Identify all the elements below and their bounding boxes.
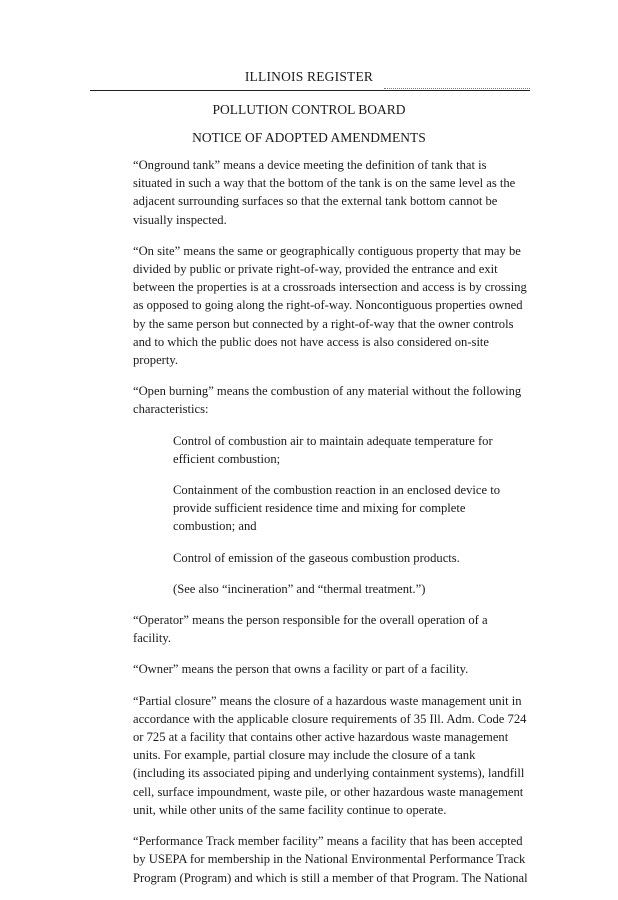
definition-performance-track: “Performance Track member facility” means a facility that has been accepted by USEPA for membership in the National Environmental Performance Track Program (Program) and which is still a member of that Program. The National (133, 834, 528, 885)
definition-operator: “Operator” means the person responsible for the overall operation of a facility. (133, 613, 488, 646)
open-burning-item-containment: Containment of the combustion reaction in an enclosed device to provide sufficient residence time and mixing for complete combustion; and (173, 483, 500, 534)
open-burning-item-air: Control of combustion air to maintain adequate temperature for efficient combustion; (173, 433, 493, 466)
open-burning-item-emission: Control of emission of the gaseous combustion products. (173, 550, 460, 565)
register-title: ILLINOIS REGISTER (244, 69, 374, 84)
notice-heading: NOTICE OF ADOPTED AMENDMENTS (192, 130, 426, 145)
header-rule-artifact (384, 88, 530, 91)
definition-partial-closure: “Partial closure” means the closure of a hazardous waste management unit in accordance with the applicable closure requirements of 35 Ill. Adm. Code 724 or 725 at a facility that contains other active hazardous waste management units. For example, partial closure may include the closure of a tank (including its associated piping and underlying containment systems), landfill cell, surface impoundment, waste pile, or other hazardous waste management unit, while other units of the same facility continue to operate. (133, 693, 527, 817)
definition-onground-tank: “Onground tank” means a device meeting the definition of tank that is situated in such a way that the bottom of the tank is on the same level as the adjacent surrounding surfaces so that the external tank bottom cannot be visually inspected. (133, 158, 516, 227)
open-burning-see-also: (See also “incineration” and “thermal treatment.”) (173, 581, 426, 596)
definition-owner: “Owner” means the person that owns a facility or part of a facility. (133, 662, 469, 677)
definition-on-site: “On site” means the same or geographically contiguous property that may be divided by public or private right-of-way, provided the entrance and exit between the properties is at a crossroads intersection and access is by crossing as opposed to going along the right-of-way. Noncontiguous properties owned by the same person but connected by a right-of-way that the owner controls and to which the public does not have access is also considered on-site property. (133, 243, 527, 368)
definition-open-burning: “Open burning” means the combustion of any material without the following characteristics: (133, 384, 522, 417)
document-body (133, 156, 528, 900)
agency-heading: POLLUTION CONTROL BOARD (212, 102, 406, 117)
